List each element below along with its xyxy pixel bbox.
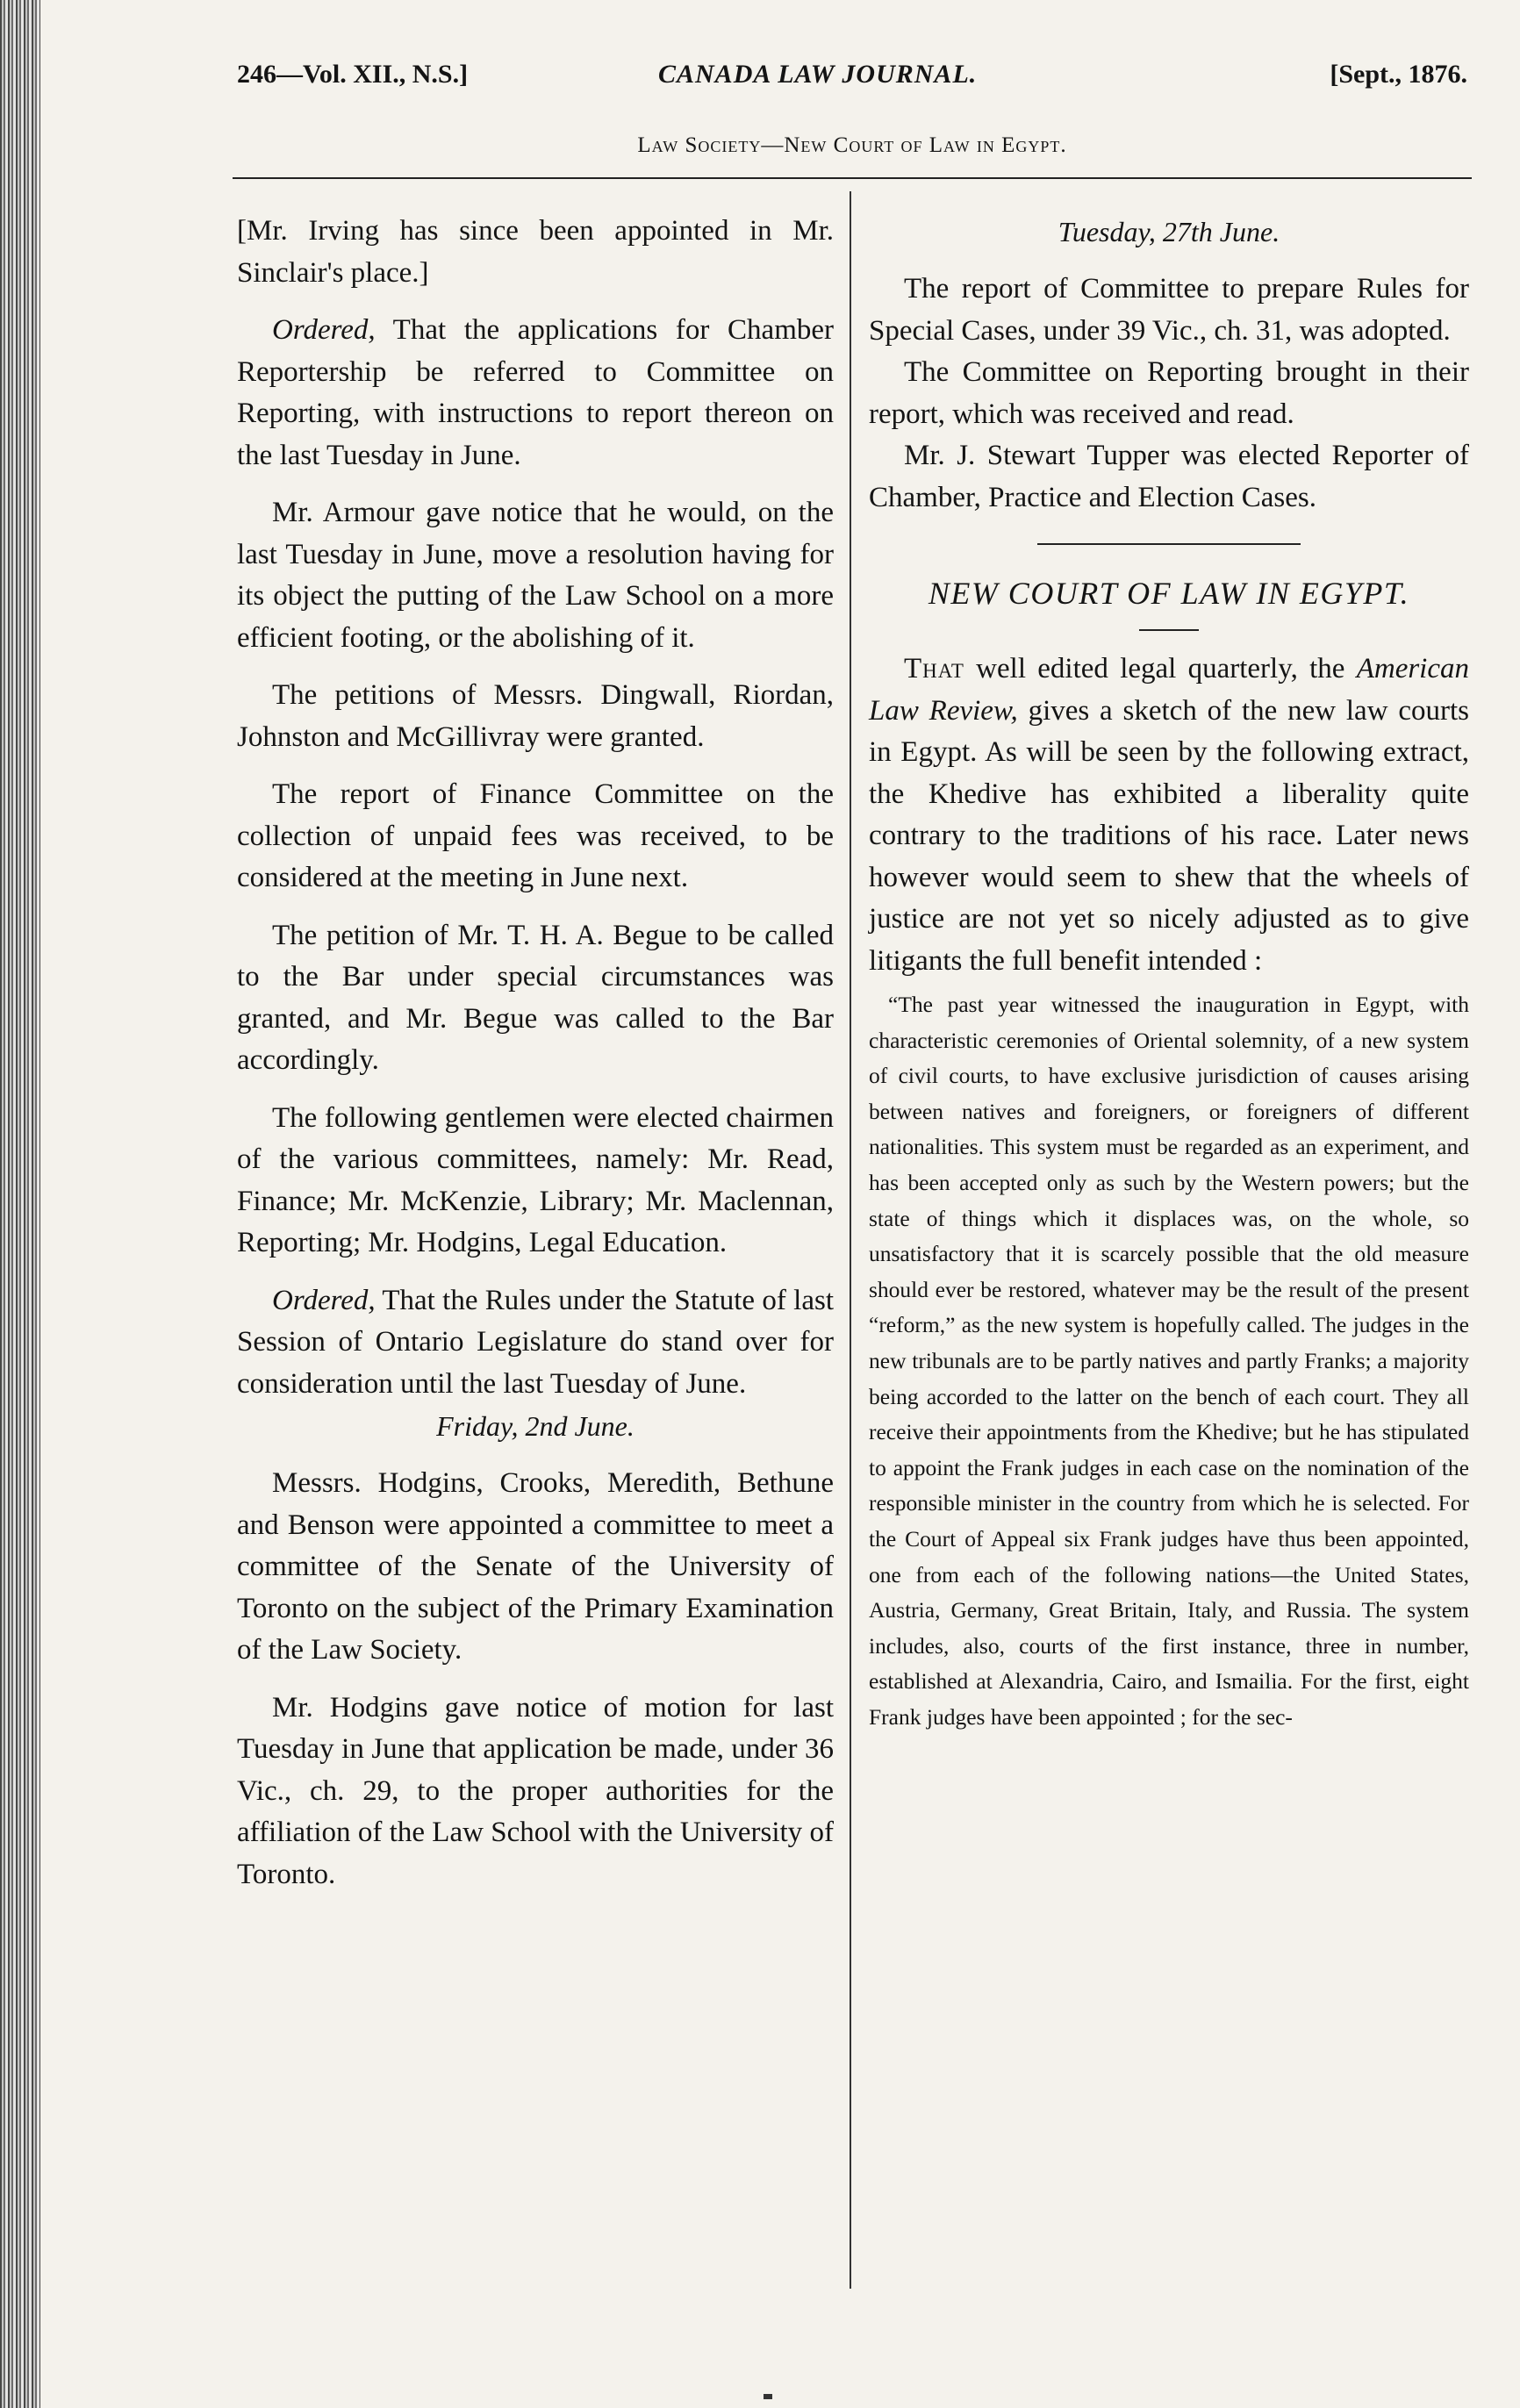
paragraph-text: That the applications for Chamber Reportership be referred to Committee on Reporting, with instructions to report thereon on the last Tuesday in June. [237,314,834,471]
paragraph: The petitions of Messrs. Dingwall, Riordan, Johnston and McGillivray were granted. [237,679,834,753]
journal-title: CANADA LAW JOURNAL. [658,60,978,89]
paragraph-text: That the Rules under the Statute of last Session of Ontario Legislature do stand over for consideration until the last Tuesday of June. [237,1284,834,1400]
paragraph [237,310,834,477]
ordered-label: Ordered, [272,314,376,346]
running-header [237,60,1467,112]
paragraph [237,1280,834,1406]
print-mark [764,2394,772,2399]
article-title: NEW COURT OF LAW IN EGYPT. [928,576,1410,611]
paragraph: The petition of Mr. T. H. A. Begue to be called to the Bar under special circumstances was granted, and Mr. Begue was called to the Bar accordingly. [237,919,834,1076]
issue-date: [Sept., 1876. [1330,60,1467,89]
section-subheader: Law Society—New Court of Law in Egypt. [637,133,1067,157]
title-rule [1139,629,1199,631]
paragraph: Mr. Armour gave notice that he would, on the last Tuesday in June, move a resolution having for its object the putting of the Law School on a more efficient footing, or the abolishing of it. [237,497,834,654]
paragraph: Messrs. Hodgins, Crooks, Meredith, Bethune and Benson were appointed a committee to meet a committee of the Senate of the University of Toronto on the subject of the Primary Examination of the Law Society. [237,1467,834,1666]
binding-edge [0,0,40,2408]
paragraph: Mr. J. Stewart Tupper was elected Reporter of Chamber, Practice and Election Cases. [869,440,1469,513]
right-column [869,211,1469,1735]
ordered-label: Ordered, [272,1284,376,1316]
paragraph-text: well edited legal quarterly, the [964,653,1357,684]
section-rule [1037,543,1301,545]
paragraph: The following gentlemen were elected chairmen of the various committees, namely: Mr. Read, Finance; Mr. McKenzie, Library; Mr. Maclennan, Reporting; Mr. Hodgins, Legal Education. [237,1101,834,1258]
paragraph-text: gives a sketch of the new law courts in Egypt. As will be seen by the following extract, the Khedive has exhibited a liberality quite contrary to the traditions of his race. Later news however would seem to shew that the wheels of justice are not yet so nicely adjusted as to give litigants the full benefit intended : [869,694,1469,977]
header-rule [233,177,1472,179]
paragraph: Mr. Hodgins gave notice of motion for last Tuesday in June that application be made, under 36 Vic., ch. 29, to the proper authorities for the affiliation of the Law School with the University of Toronto. [237,1691,834,1890]
paragraph [869,649,1469,982]
paragraph: [Mr. Irving has since been appointed in Mr. Sinclair's place.] [237,215,834,289]
publication-name: American Law Review, [869,653,1469,727]
left-column [237,211,834,1896]
paragraph: The report of Finance Committee on the collection of unpaid fees was received, to be considered at the meeting in June next. [237,778,834,893]
paragraph: The report of Committee to prepare Rules for Special Cases, under 39 Vic., ch. 31, was adopted. [869,273,1469,347]
column-divider [850,191,851,2289]
date-heading: Tuesday, 27th June. [1058,216,1280,247]
lead-word: That [904,653,964,684]
page-volume: 246—Vol. XII., N.S.] [237,60,469,89]
paragraph: The Committee on Reporting brought in their report, which was received and read. [869,356,1469,430]
date-heading: Friday, 2nd June. [436,1410,635,1442]
block-quote: “The past year witnessed the inauguration in Egypt, with characteristic ceremonies of Oriental solemnity, of a new system of civil courts, to have exclusive jurisdiction of causes arising between natives and foreigners, or foreigners of different nationalities. This system must be regarded as an experiment, and has been accepted only as such by the Western powers; but the state of things which it displaces was, on the whole, so unsatisfactory that it is scarcely possible that the old measure should ever be restored, whatever may be the result of the present “reform,” as the new system is hopefully called. The judges in the new tribunals are to be partly natives and partly Franks; a majority being accorded to the latter on the bench of each court. They all receive their appointments from the Khedive; but he has stipulated to appoint the Frank judges in each case on the nomination of the responsible minister in the country from which he is selected. For the Court of Appeal six Frank judges have thus been appointed, one from each of the following nations—the United States, Austria, Germany, Great Britain, Italy, and Russia. The system includes, also, courts of the first instance, three in number, established at Alexandria, Cairo, and Ismailia. For the first, eight Frank judges have been appointed ; for the sec- [869,992,1469,1730]
